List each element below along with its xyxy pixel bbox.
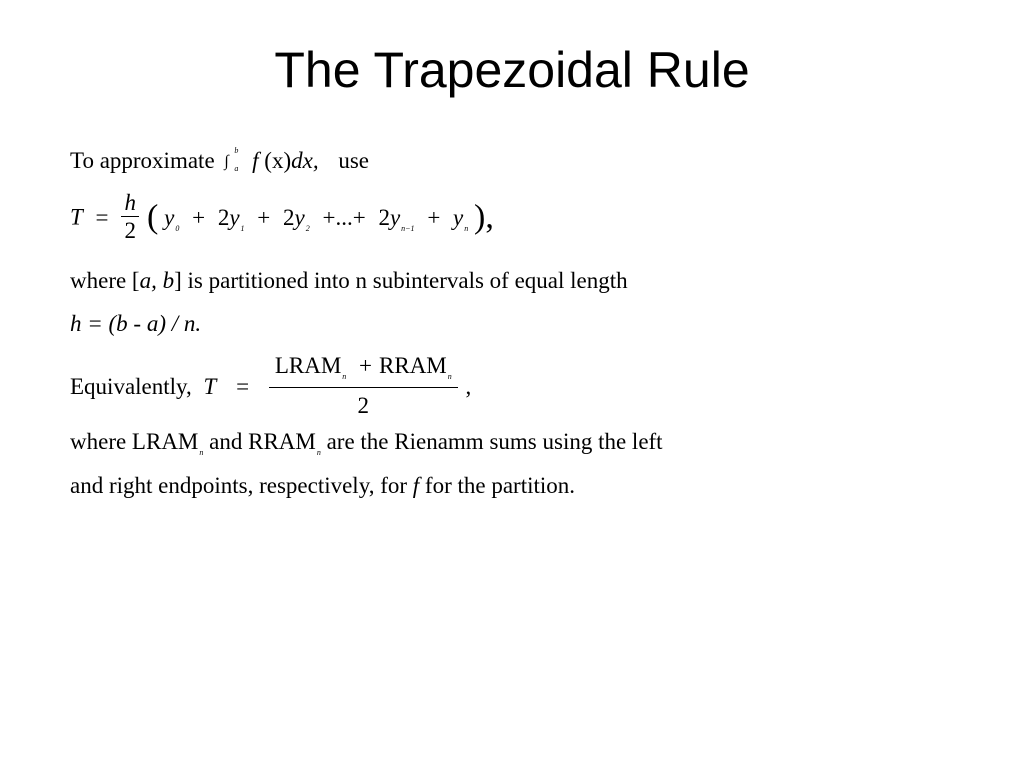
approximate-label: To approximate xyxy=(70,148,215,173)
use-label: use xyxy=(338,148,370,173)
formula-equals: = xyxy=(95,204,109,230)
step-size-definition: = (b - a) / n. xyxy=(81,311,202,336)
equiv-numerator xyxy=(269,350,458,387)
equiv-denominator: 2 xyxy=(357,393,370,418)
formula-term: $2y_2$ xyxy=(283,204,310,233)
formula-term: $y_n$ xyxy=(453,204,469,233)
integral-upper-limit: b xyxy=(234,146,239,155)
formula-operator: + xyxy=(192,204,206,230)
formula-term: $2y_1$ xyxy=(217,204,245,233)
formula-terms xyxy=(164,204,474,233)
formula-lhs: T xyxy=(70,204,83,230)
integral-lower-limit: a xyxy=(234,164,239,173)
endpoints-line xyxy=(70,473,575,499)
approximate-line xyxy=(70,148,369,174)
equiv-fraction xyxy=(269,350,458,424)
formula-open-paren: ( xyxy=(147,198,159,236)
formula-term: $y_0$ xyxy=(164,204,180,233)
step-size-h: h xyxy=(70,311,82,336)
formula-term: $2y_{n-1}$ xyxy=(378,204,415,233)
partition-interval: a, b xyxy=(139,268,175,293)
riemann-sums-line xyxy=(70,429,663,455)
where-lram: where LRAM xyxy=(70,429,199,454)
integrand-f: f xyxy=(252,148,259,173)
endpoints-f: f xyxy=(412,473,420,498)
slide-title: The Trapezoidal Rule xyxy=(274,42,750,98)
fraction-denominator: 2 xyxy=(124,218,137,243)
formula-fraction xyxy=(121,190,139,245)
equivalently-label: Equivalently, xyxy=(70,374,192,399)
equiv-equals: = xyxy=(236,374,250,399)
fraction-numerator: h xyxy=(124,190,137,215)
integrand-arg: (x) xyxy=(264,148,292,173)
rram-subscript: n xyxy=(447,372,452,381)
lram-subscript: n xyxy=(342,372,347,381)
formula-close-paren: ), xyxy=(474,198,494,236)
equivalent-formula xyxy=(70,350,471,424)
equiv-trailing-comma: , xyxy=(465,374,472,399)
partition-suffix: ] is partitioned into n subintervals of equal length xyxy=(174,268,628,293)
partition-line xyxy=(70,268,628,294)
trapezoid-formula xyxy=(70,190,494,245)
equiv-plus: + xyxy=(359,353,373,378)
endpoints-suffix: for the partition. xyxy=(419,473,576,498)
riemann-description: are the Rienamm sums using the left xyxy=(326,429,663,454)
rram-n-subscript: n xyxy=(316,448,321,457)
endpoints-prefix: and right endpoints, respectively, for xyxy=(70,473,408,498)
integrand-dx: dx, xyxy=(291,148,319,173)
lram-n-subscript: n xyxy=(199,448,204,457)
step-size-line xyxy=(70,311,201,337)
and-rram: and RRAM xyxy=(209,429,316,454)
formula-operator: + xyxy=(427,204,441,230)
formula-operator: +...+ xyxy=(322,204,366,230)
integral-sign: ∫ xyxy=(224,153,229,170)
rram-label: RRAM xyxy=(379,353,447,378)
integral-expression xyxy=(224,148,246,174)
partition-prefix: where [ xyxy=(70,268,140,293)
formula-operator: + xyxy=(257,204,271,230)
equiv-lhs: T xyxy=(203,374,217,399)
lram-label: LRAM xyxy=(274,353,342,378)
